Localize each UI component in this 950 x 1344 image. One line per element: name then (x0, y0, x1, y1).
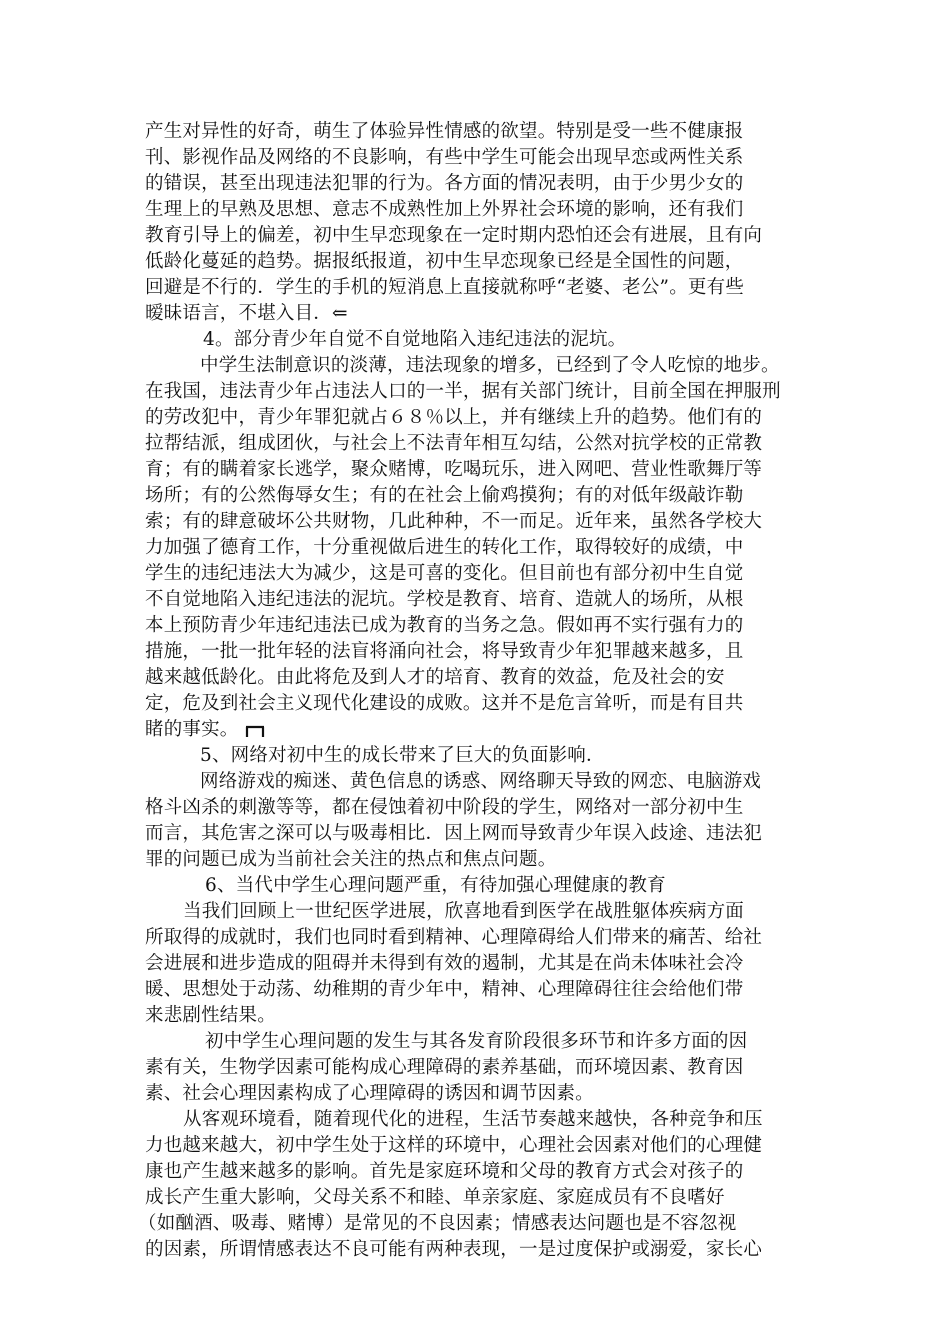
text-line: 素、社会心理因素构成了心理障碍的诱因和调节因素。 (145, 1083, 594, 1104)
text-line: 来悲剧性结果。 (145, 1005, 276, 1026)
text-line: 定，危及到社会主义现代化建设的成败。这并不是危言耸听，而是有目共 (145, 693, 744, 714)
text-line: 罪的问题已成为当前社会关注的热点和焦点问题。 (145, 849, 557, 870)
text-line: 力也越来越大，初中学生处于这样的环境中，心理社会因素对他们的心理健 (145, 1135, 763, 1156)
text-line: 会进展和进步造成的阻碍并未得到有效的遏制，尤其是在尚未体味社会冷 (145, 953, 744, 974)
text-line: （如酗酒、吸毒、赌博）是常见的不良因素；情感表达问题也是不容忽视 (138, 1213, 737, 1234)
text-line: 的错误，甚至出现违法犯罪的行为。各方面的情况表明，由于少男少女的 (145, 173, 744, 194)
text-line: 不自觉地陷入违纪违法的泥坑。学校是教育、培育、造就人的场所，从根 (145, 589, 744, 610)
text-line: 产生对异性的好奇，萌生了体验异性情感的欲望。特别是受一些不健康报 (145, 121, 744, 142)
text-line: 场所；有的公然侮辱女生；有的在社会上偷鸡摸狗；有的对低年级敲诈勒 (145, 485, 744, 506)
section-heading: 6、当代中学生心理问题严重，有待加强心理健康的教育 (205, 875, 666, 896)
text-line: 中学生法制意识的淡薄，违法现象的增多，已经到了令人吃惊的地步。 (200, 355, 780, 376)
text-line: 从客观环境看，随着现代化的进程，生活节奏越来越快，各种竞争和压 (183, 1109, 763, 1130)
text-line: 康也产生越来越多的影响。首先是家庭环境和父母的教育方式会对孩子的 (145, 1161, 744, 1182)
text-line: 生理上的早熟及思想、意志不成熟性加上外界社会环境的影响，还有我们 (145, 199, 744, 220)
text-line: 本上预防青少年违纪违法已成为教育的当务之急。假如再不实行强有力的 (145, 615, 744, 636)
text-line: 所取得的成就时，我们也同时看到精神、心理障碍给人们带来的痛苦、给社 (145, 927, 763, 948)
text-line: 格斗凶杀的刺激等等，都在侵蚀着初中阶段的学生，网络对一部分初中生 (145, 797, 744, 818)
text-line: 的因素，所谓情感表达不良可能有两种表现，一是过度保护或溺爱，家长心 (145, 1239, 763, 1260)
text-line: 拉帮结派，组成团伙，与社会上不法青年相互勾结，公然对抗学校的正常教 (145, 433, 763, 454)
text-line: 回避是不行的．学生的手机的短消息上直接就称呼“老婆、老公”。更有些 (145, 277, 745, 298)
text-line: 学生的违纪违法大为减少，这是可喜的变化。但目前也有部分初中生自觉 (145, 563, 744, 584)
text-line: 成长产生重大影响，父母关系不和睦、单亲家庭、家庭成员有不良嗜好 (145, 1187, 725, 1208)
text-line: 育；有的瞒着家长逃学，聚众赌博，吃喝玩乐，进入网吧、营业性歌舞厅等 (145, 459, 763, 480)
text-line: 教育引导上的偏差，初中生早恋现象在一定时期内恐怕还会有进展，且有向 (145, 225, 763, 246)
text-line: 措施，一批一批年轻的法盲将涌向社会，将导致青少年犯罪越来越多，且 (145, 641, 744, 662)
section-heading: 4。部分青少年自觉不自觉地陷入违纪违法的泥坑。 (203, 329, 627, 350)
text-line: 刊、影视作品及网络的不良影响，有些中学生可能会出现早恋或两性关系 (145, 147, 744, 168)
text-line: 索；有的肆意破坏公共财物，几此种种，不一而足。近年来，虽然各学校大 (145, 511, 763, 532)
text-line: 暖、思想处于动荡、幼稚期的青少年中，精神、心理障碍往往会给他们带 (145, 979, 744, 1000)
section-heading: 5、网络对初中生的成长带来了巨大的负面影响． (200, 745, 605, 766)
text-line: 网络游戏的痴迷、黄色信息的诱惑、网络聊天导致的网恋、电脑游戏 (200, 771, 762, 792)
text-line: 的劳改犯中，青少年罪犯就占６８％以上，并有继续上升的趋势。他们有的 (145, 407, 763, 428)
text-line: 初中学生心理问题的发生与其各发育阶段很多环节和许多方面的因 (205, 1031, 748, 1052)
text-line: 睹的事实。 (145, 719, 239, 740)
text-line: 力加强了德育工作，十分重视做后进生的转化工作，取得较好的成绩，中 (145, 537, 744, 558)
text-line: 低龄化蔓延的趋势。据报纸报道，初中生早恋现象已经是全国性的问题， (145, 251, 744, 272)
text-line: 在我国，违法青少年占违法人口的一半，据有关部门统计，目前全国在押服刑 (145, 381, 781, 402)
text-line: 而言，其危害之深可以与吸毒相比．因上网而导致青少年误入歧途、违法犯 (145, 823, 763, 844)
text-line: 越来越低龄化。由此将危及到人才的培育、教育的效益，危及社会的安 (145, 667, 725, 688)
text-line: 素有关，生物学因素可能构成心理障碍的素养基础，而环境因素、教育因 (145, 1057, 744, 1078)
text-line: 暧昧语言，不堪入目．⇐ (145, 303, 348, 324)
paragraph-mark-icon (244, 722, 266, 740)
text-line: 当我们回顾上一世纪医学进展，欣喜地看到医学在战胜躯体疾病方面 (183, 901, 745, 922)
